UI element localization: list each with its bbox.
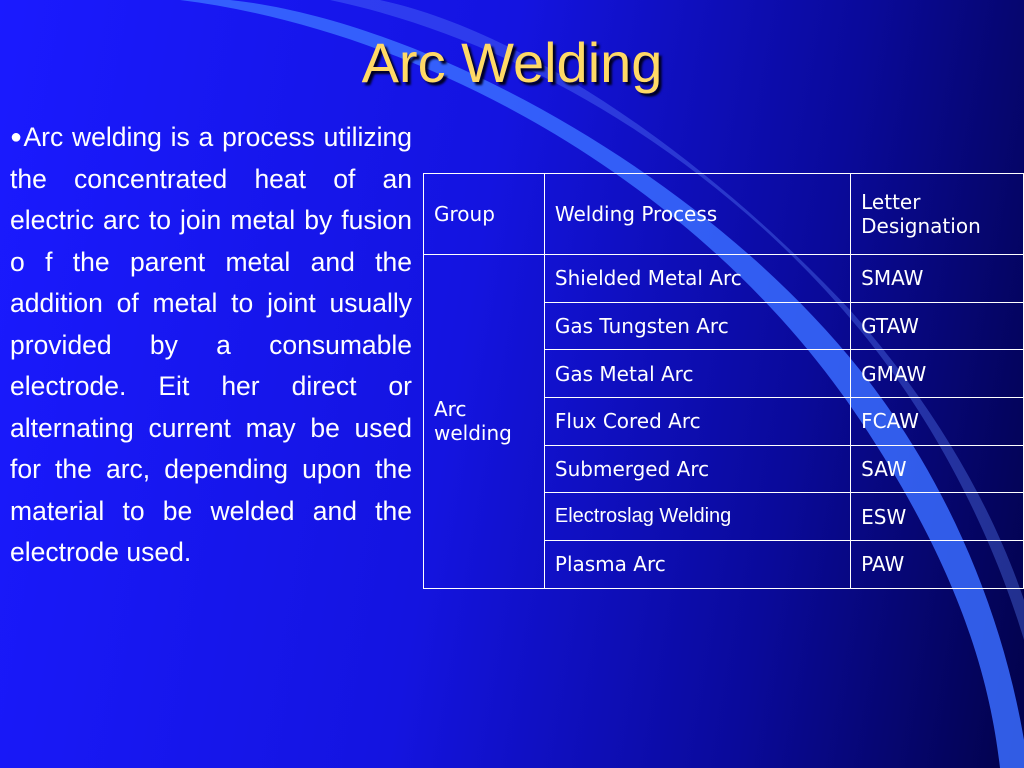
process-cell: Flux Cored Arc xyxy=(544,398,850,446)
process-cell: Shielded Metal Arc xyxy=(544,255,850,303)
body-text: Arc welding is a process utilizing the concentrated heat of an electric arc to join metal by fusion o f the parent metal and the addition of metal to joint usually provided by a consumable electrode. Eit her direct or alternating current may be used for the arc, depending upon the material to be welded and the electrode used. xyxy=(10,122,412,567)
process-cell: Gas Tungsten Arc xyxy=(544,302,850,350)
table-header-row xyxy=(424,174,1024,255)
header-welding-process: Welding Process xyxy=(544,174,850,255)
process-cell: Gas Metal Arc xyxy=(544,350,850,398)
bullet-icon: ● xyxy=(10,126,24,148)
code-cell: ESW xyxy=(851,493,1024,541)
code-cell: SMAW xyxy=(851,255,1024,303)
process-cell: Plasma Arc xyxy=(544,541,850,589)
group-cell: Arc welding xyxy=(424,255,545,589)
body-paragraph xyxy=(10,117,412,574)
code-cell: GMAW xyxy=(851,350,1024,398)
code-cell: GTAW xyxy=(851,302,1024,350)
code-cell: SAW xyxy=(851,445,1024,493)
table-row xyxy=(424,255,1024,303)
welding-process-table xyxy=(423,173,1024,589)
code-cell: PAW xyxy=(851,541,1024,589)
header-group: Group xyxy=(424,174,545,255)
code-cell: FCAW xyxy=(851,398,1024,446)
slide-title: Arc Welding xyxy=(361,31,663,94)
process-cell: Electroslag Welding xyxy=(544,493,850,541)
header-letter-designation: Letter Designation xyxy=(851,174,1024,255)
process-cell: Submerged Arc xyxy=(544,445,850,493)
